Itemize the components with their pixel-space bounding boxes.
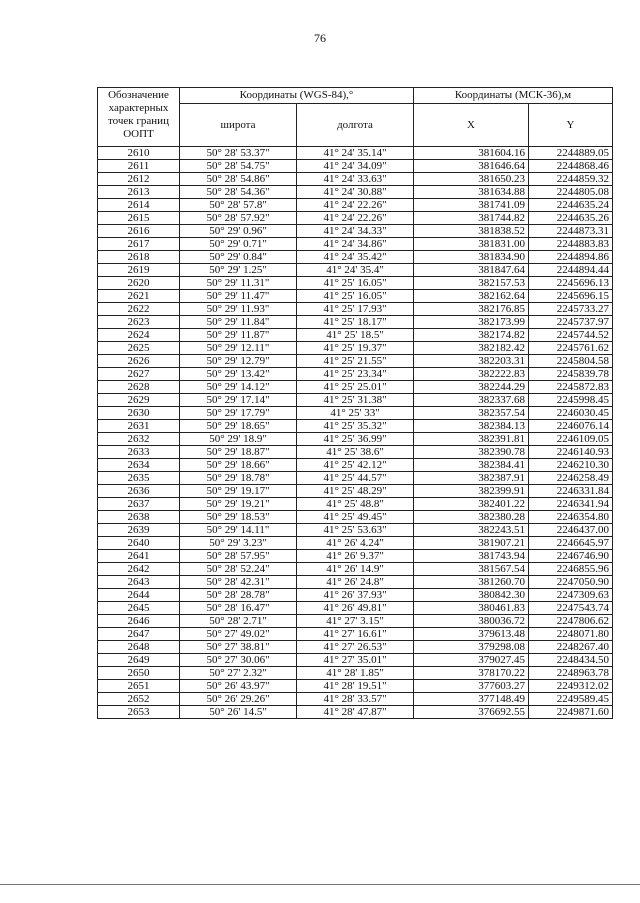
point-id-cell: 2620 bbox=[98, 277, 180, 290]
y-cell: 2245998.45 bbox=[529, 394, 613, 407]
y-cell: 2246140.93 bbox=[529, 446, 613, 459]
y-cell: 2246030.45 bbox=[529, 407, 613, 420]
page-number: 76 bbox=[314, 31, 326, 45]
latitude-cell: 50° 29' 17.79" bbox=[180, 407, 297, 420]
y-cell: 2245804.58 bbox=[529, 355, 613, 368]
y-cell: 2245733.27 bbox=[529, 303, 613, 316]
latitude-cell: 50° 29' 14.11" bbox=[180, 524, 297, 537]
y-cell: 2249589.45 bbox=[529, 693, 613, 706]
table-row bbox=[98, 433, 613, 446]
header-longitude: долгота bbox=[297, 104, 414, 147]
longitude-cell: 41° 25' 17.93" bbox=[297, 303, 414, 316]
latitude-cell: 50° 26' 43.97" bbox=[180, 680, 297, 693]
latitude-cell: 50° 29' 12.79" bbox=[180, 355, 297, 368]
header-wgs84: Координаты (WGS-84),° bbox=[180, 88, 414, 104]
y-cell: 2248434.50 bbox=[529, 654, 613, 667]
latitude-cell: 50° 28' 54.36" bbox=[180, 186, 297, 199]
header-y: Y bbox=[529, 104, 613, 147]
x-cell: 382384.41 bbox=[414, 459, 529, 472]
longitude-cell: 41° 27' 16.61" bbox=[297, 628, 414, 641]
latitude-cell: 50° 29' 12.11" bbox=[180, 342, 297, 355]
longitude-cell: 41° 25' 33" bbox=[297, 407, 414, 420]
point-id-cell: 2635 bbox=[98, 472, 180, 485]
longitude-cell: 41° 28' 19.51" bbox=[297, 680, 414, 693]
longitude-cell: 41° 28' 47.87" bbox=[297, 706, 414, 719]
longitude-cell: 41° 25' 36.99" bbox=[297, 433, 414, 446]
y-cell: 2247309.63 bbox=[529, 589, 613, 602]
table-row bbox=[98, 225, 613, 238]
point-id-cell: 2614 bbox=[98, 199, 180, 212]
table-row bbox=[98, 654, 613, 667]
y-cell: 2245696.15 bbox=[529, 290, 613, 303]
table-row bbox=[98, 589, 613, 602]
latitude-cell: 50° 29' 19.21" bbox=[180, 498, 297, 511]
longitude-cell: 41° 26' 9.37" bbox=[297, 550, 414, 563]
table-row bbox=[98, 160, 613, 173]
table-row bbox=[98, 199, 613, 212]
point-id-cell: 2611 bbox=[98, 160, 180, 173]
y-cell: 2246341.94 bbox=[529, 498, 613, 511]
y-cell: 2245872.83 bbox=[529, 381, 613, 394]
header-latitude: широта bbox=[180, 104, 297, 147]
x-cell: 382203.31 bbox=[414, 355, 529, 368]
point-id-cell: 2637 bbox=[98, 498, 180, 511]
longitude-cell: 41° 25' 21.55" bbox=[297, 355, 414, 368]
x-cell: 382174.82 bbox=[414, 329, 529, 342]
y-cell: 2246076.14 bbox=[529, 420, 613, 433]
table-row bbox=[98, 602, 613, 615]
point-id-cell: 2610 bbox=[98, 147, 180, 160]
y-cell: 2244883.83 bbox=[529, 238, 613, 251]
point-id-cell: 2642 bbox=[98, 563, 180, 576]
table-row bbox=[98, 329, 613, 342]
latitude-cell: 50° 27' 2.32" bbox=[180, 667, 297, 680]
x-cell: 377148.49 bbox=[414, 693, 529, 706]
y-cell: 2247543.74 bbox=[529, 602, 613, 615]
point-id-cell: 2647 bbox=[98, 628, 180, 641]
table-row bbox=[98, 251, 613, 264]
x-cell: 382387.91 bbox=[414, 472, 529, 485]
longitude-cell: 41° 25' 18.5" bbox=[297, 329, 414, 342]
x-cell: 382401.22 bbox=[414, 498, 529, 511]
point-id-cell: 2630 bbox=[98, 407, 180, 420]
table-row bbox=[98, 147, 613, 160]
x-cell: 380842.30 bbox=[414, 589, 529, 602]
point-id-cell: 2634 bbox=[98, 459, 180, 472]
y-cell: 2246645.97 bbox=[529, 537, 613, 550]
point-id-cell: 2621 bbox=[98, 290, 180, 303]
latitude-cell: 50° 28' 28.78" bbox=[180, 589, 297, 602]
table-row bbox=[98, 186, 613, 199]
table-row bbox=[98, 641, 613, 654]
y-cell: 2244805.08 bbox=[529, 186, 613, 199]
latitude-cell: 50° 29' 17.14" bbox=[180, 394, 297, 407]
longitude-cell: 41° 24' 33.63" bbox=[297, 173, 414, 186]
longitude-cell: 41° 25' 48.29" bbox=[297, 485, 414, 498]
longitude-cell: 41° 25' 44.57" bbox=[297, 472, 414, 485]
table-row bbox=[98, 355, 613, 368]
table-row bbox=[98, 680, 613, 693]
latitude-cell: 50° 26' 14.5" bbox=[180, 706, 297, 719]
x-cell: 381838.52 bbox=[414, 225, 529, 238]
x-cell: 381907.21 bbox=[414, 537, 529, 550]
latitude-cell: 50° 26' 29.26" bbox=[180, 693, 297, 706]
table-row bbox=[98, 667, 613, 680]
x-cell: 381744.82 bbox=[414, 212, 529, 225]
x-cell: 381604.16 bbox=[414, 147, 529, 160]
point-id-cell: 2625 bbox=[98, 342, 180, 355]
bottom-rule bbox=[0, 884, 640, 885]
x-cell: 381650.23 bbox=[414, 173, 529, 186]
header-point-designation: Обозначение характерных точек границ ООПТ bbox=[98, 88, 180, 147]
x-cell: 382391.81 bbox=[414, 433, 529, 446]
table-row bbox=[98, 563, 613, 576]
longitude-cell: 41° 25' 16.05" bbox=[297, 290, 414, 303]
longitude-cell: 41° 26' 37.93" bbox=[297, 589, 414, 602]
point-id-cell: 2650 bbox=[98, 667, 180, 680]
point-id-cell: 2622 bbox=[98, 303, 180, 316]
longitude-cell: 41° 25' 49.45" bbox=[297, 511, 414, 524]
table-row bbox=[98, 615, 613, 628]
latitude-cell: 50° 28' 42.31" bbox=[180, 576, 297, 589]
table-row bbox=[98, 277, 613, 290]
x-cell: 377603.27 bbox=[414, 680, 529, 693]
x-cell: 382244.29 bbox=[414, 381, 529, 394]
y-cell: 2246258.49 bbox=[529, 472, 613, 485]
longitude-cell: 41° 25' 38.6" bbox=[297, 446, 414, 459]
longitude-cell: 41° 27' 3.15" bbox=[297, 615, 414, 628]
y-cell: 2248267.40 bbox=[529, 641, 613, 654]
header-x: X bbox=[414, 104, 529, 147]
x-cell: 380036.72 bbox=[414, 615, 529, 628]
x-cell: 381260.70 bbox=[414, 576, 529, 589]
y-cell: 2245696.13 bbox=[529, 277, 613, 290]
x-cell: 382337.68 bbox=[414, 394, 529, 407]
table-row bbox=[98, 524, 613, 537]
x-cell: 382357.54 bbox=[414, 407, 529, 420]
latitude-cell: 50° 29' 18.87" bbox=[180, 446, 297, 459]
latitude-cell: 50° 27' 38.81" bbox=[180, 641, 297, 654]
point-id-cell: 2646 bbox=[98, 615, 180, 628]
table-row bbox=[98, 537, 613, 550]
longitude-cell: 41° 24' 35.42" bbox=[297, 251, 414, 264]
table-row bbox=[98, 472, 613, 485]
point-id-cell: 2613 bbox=[98, 186, 180, 199]
x-cell: 382173.99 bbox=[414, 316, 529, 329]
latitude-cell: 50° 29' 18.9" bbox=[180, 433, 297, 446]
y-cell: 2245761.62 bbox=[529, 342, 613, 355]
y-cell: 2248963.78 bbox=[529, 667, 613, 680]
table-row bbox=[98, 238, 613, 251]
table-row bbox=[98, 576, 613, 589]
longitude-cell: 41° 25' 16.05" bbox=[297, 277, 414, 290]
point-id-cell: 2648 bbox=[98, 641, 180, 654]
y-cell: 2244859.32 bbox=[529, 173, 613, 186]
point-id-cell: 2627 bbox=[98, 368, 180, 381]
y-cell: 2246855.96 bbox=[529, 563, 613, 576]
latitude-cell: 50° 29' 13.42" bbox=[180, 368, 297, 381]
table-row bbox=[98, 264, 613, 277]
point-id-cell: 2653 bbox=[98, 706, 180, 719]
table-row bbox=[98, 290, 613, 303]
latitude-cell: 50° 28' 2.71" bbox=[180, 615, 297, 628]
point-id-cell: 2616 bbox=[98, 225, 180, 238]
y-cell: 2247806.62 bbox=[529, 615, 613, 628]
latitude-cell: 50° 29' 11.31" bbox=[180, 277, 297, 290]
table-row bbox=[98, 342, 613, 355]
point-id-cell: 2629 bbox=[98, 394, 180, 407]
x-cell: 382162.64 bbox=[414, 290, 529, 303]
point-id-cell: 2624 bbox=[98, 329, 180, 342]
longitude-cell: 41° 25' 18.17" bbox=[297, 316, 414, 329]
longitude-cell: 41° 24' 34.09" bbox=[297, 160, 414, 173]
x-cell: 379613.48 bbox=[414, 628, 529, 641]
latitude-cell: 50° 28' 57.8" bbox=[180, 199, 297, 212]
table-row bbox=[98, 212, 613, 225]
header-msk36: Координаты (МСК-36),м bbox=[414, 88, 613, 104]
x-cell: 380461.83 bbox=[414, 602, 529, 615]
longitude-cell: 41° 24' 35.14" bbox=[297, 147, 414, 160]
table-row bbox=[98, 459, 613, 472]
point-id-cell: 2643 bbox=[98, 576, 180, 589]
x-cell: 381847.64 bbox=[414, 264, 529, 277]
latitude-cell: 50° 29' 18.66" bbox=[180, 459, 297, 472]
point-id-cell: 2636 bbox=[98, 485, 180, 498]
x-cell: 381741.09 bbox=[414, 199, 529, 212]
point-id-cell: 2640 bbox=[98, 537, 180, 550]
latitude-cell: 50° 29' 18.53" bbox=[180, 511, 297, 524]
latitude-cell: 50° 27' 30.06" bbox=[180, 654, 297, 667]
point-id-cell: 2639 bbox=[98, 524, 180, 537]
latitude-cell: 50° 28' 54.86" bbox=[180, 173, 297, 186]
table-row bbox=[98, 511, 613, 524]
y-cell: 2249871.60 bbox=[529, 706, 613, 719]
x-cell: 378170.22 bbox=[414, 667, 529, 680]
latitude-cell: 50° 29' 0.96" bbox=[180, 225, 297, 238]
longitude-cell: 41° 25' 42.12" bbox=[297, 459, 414, 472]
x-cell: 379027.45 bbox=[414, 654, 529, 667]
x-cell: 376692.55 bbox=[414, 706, 529, 719]
longitude-cell: 41° 24' 30.88" bbox=[297, 186, 414, 199]
x-cell: 381831.00 bbox=[414, 238, 529, 251]
point-id-cell: 2632 bbox=[98, 433, 180, 446]
table-row bbox=[98, 381, 613, 394]
y-cell: 2247050.90 bbox=[529, 576, 613, 589]
table-row bbox=[98, 316, 613, 329]
longitude-cell: 41° 25' 23.34" bbox=[297, 368, 414, 381]
y-cell: 2244894.86 bbox=[529, 251, 613, 264]
longitude-cell: 41° 26' 14.9" bbox=[297, 563, 414, 576]
y-cell: 2249312.02 bbox=[529, 680, 613, 693]
latitude-cell: 50° 28' 54.75" bbox=[180, 160, 297, 173]
latitude-cell: 50° 28' 57.92" bbox=[180, 212, 297, 225]
point-id-cell: 2618 bbox=[98, 251, 180, 264]
longitude-cell: 41° 26' 24.8" bbox=[297, 576, 414, 589]
longitude-cell: 41° 24' 35.4" bbox=[297, 264, 414, 277]
y-cell: 2248071.80 bbox=[529, 628, 613, 641]
x-cell: 382399.91 bbox=[414, 485, 529, 498]
table-row bbox=[98, 550, 613, 563]
longitude-cell: 41° 25' 48.8" bbox=[297, 498, 414, 511]
point-id-cell: 2633 bbox=[98, 446, 180, 459]
longitude-cell: 41° 28' 1.85" bbox=[297, 667, 414, 680]
table-row bbox=[98, 368, 613, 381]
latitude-cell: 50° 29' 18.78" bbox=[180, 472, 297, 485]
table-row bbox=[98, 394, 613, 407]
y-cell: 2245744.52 bbox=[529, 329, 613, 342]
table-row bbox=[98, 420, 613, 433]
longitude-cell: 41° 25' 31.38" bbox=[297, 394, 414, 407]
y-cell: 2246354.80 bbox=[529, 511, 613, 524]
longitude-cell: 41° 25' 25.01" bbox=[297, 381, 414, 394]
x-cell: 382243.51 bbox=[414, 524, 529, 537]
longitude-cell: 41° 27' 26.53" bbox=[297, 641, 414, 654]
longitude-cell: 41° 24' 22.26" bbox=[297, 199, 414, 212]
x-cell: 382390.78 bbox=[414, 446, 529, 459]
y-cell: 2244889.05 bbox=[529, 147, 613, 160]
latitude-cell: 50° 28' 53.37" bbox=[180, 147, 297, 160]
point-id-cell: 2638 bbox=[98, 511, 180, 524]
latitude-cell: 50° 29' 0.84" bbox=[180, 251, 297, 264]
point-id-cell: 2645 bbox=[98, 602, 180, 615]
longitude-cell: 41° 24' 22.26" bbox=[297, 212, 414, 225]
longitude-cell: 41° 27' 35.01" bbox=[297, 654, 414, 667]
y-cell: 2246331.84 bbox=[529, 485, 613, 498]
point-id-cell: 2617 bbox=[98, 238, 180, 251]
point-id-cell: 2615 bbox=[98, 212, 180, 225]
x-cell: 382157.53 bbox=[414, 277, 529, 290]
point-id-cell: 2631 bbox=[98, 420, 180, 433]
x-cell: 379298.08 bbox=[414, 641, 529, 654]
point-id-cell: 2649 bbox=[98, 654, 180, 667]
y-cell: 2246210.30 bbox=[529, 459, 613, 472]
longitude-cell: 41° 24' 34.33" bbox=[297, 225, 414, 238]
table-row bbox=[98, 173, 613, 186]
y-cell: 2244635.26 bbox=[529, 212, 613, 225]
y-cell: 2246437.00 bbox=[529, 524, 613, 537]
latitude-cell: 50° 29' 11.87" bbox=[180, 329, 297, 342]
table-row bbox=[98, 706, 613, 719]
latitude-cell: 50° 29' 19.17" bbox=[180, 485, 297, 498]
longitude-cell: 41° 25' 53.63" bbox=[297, 524, 414, 537]
longitude-cell: 41° 25' 19.37" bbox=[297, 342, 414, 355]
longitude-cell: 41° 26' 49.81" bbox=[297, 602, 414, 615]
y-cell: 2246746.90 bbox=[529, 550, 613, 563]
table-row bbox=[98, 303, 613, 316]
point-id-cell: 2612 bbox=[98, 173, 180, 186]
latitude-cell: 50° 29' 1.25" bbox=[180, 264, 297, 277]
longitude-cell: 41° 25' 35.32" bbox=[297, 420, 414, 433]
y-cell: 2246109.05 bbox=[529, 433, 613, 446]
table-row bbox=[98, 498, 613, 511]
table-body bbox=[98, 147, 613, 719]
y-cell: 2244635.24 bbox=[529, 199, 613, 212]
x-cell: 382384.13 bbox=[414, 420, 529, 433]
x-cell: 381634.88 bbox=[414, 186, 529, 199]
latitude-cell: 50° 29' 18.65" bbox=[180, 420, 297, 433]
latitude-cell: 50° 29' 11.93" bbox=[180, 303, 297, 316]
y-cell: 2244894.44 bbox=[529, 264, 613, 277]
x-cell: 382380.28 bbox=[414, 511, 529, 524]
latitude-cell: 50° 29' 0.71" bbox=[180, 238, 297, 251]
x-cell: 381646.64 bbox=[414, 160, 529, 173]
point-id-cell: 2628 bbox=[98, 381, 180, 394]
table-row bbox=[98, 693, 613, 706]
x-cell: 381567.54 bbox=[414, 563, 529, 576]
latitude-cell: 50° 28' 57.95" bbox=[180, 550, 297, 563]
point-id-cell: 2626 bbox=[98, 355, 180, 368]
longitude-cell: 41° 28' 33.57" bbox=[297, 693, 414, 706]
longitude-cell: 41° 26' 4.24" bbox=[297, 537, 414, 550]
y-cell: 2244868.46 bbox=[529, 160, 613, 173]
point-id-cell: 2644 bbox=[98, 589, 180, 602]
point-id-cell: 2619 bbox=[98, 264, 180, 277]
latitude-cell: 50° 29' 11.47" bbox=[180, 290, 297, 303]
latitude-cell: 50° 29' 14.12" bbox=[180, 381, 297, 394]
latitude-cell: 50° 29' 3.23" bbox=[180, 537, 297, 550]
x-cell: 381834.90 bbox=[414, 251, 529, 264]
longitude-cell: 41° 24' 34.86" bbox=[297, 238, 414, 251]
x-cell: 381743.94 bbox=[414, 550, 529, 563]
x-cell: 382222.83 bbox=[414, 368, 529, 381]
x-cell: 382182.42 bbox=[414, 342, 529, 355]
latitude-cell: 50° 27' 49.02" bbox=[180, 628, 297, 641]
point-id-cell: 2652 bbox=[98, 693, 180, 706]
y-cell: 2245737.97 bbox=[529, 316, 613, 329]
y-cell: 2244873.31 bbox=[529, 225, 613, 238]
point-id-cell: 2623 bbox=[98, 316, 180, 329]
coordinates-table bbox=[97, 87, 613, 719]
table-row bbox=[98, 628, 613, 641]
point-id-cell: 2641 bbox=[98, 550, 180, 563]
latitude-cell: 50° 28' 52.24" bbox=[180, 563, 297, 576]
latitude-cell: 50° 28' 16.47" bbox=[180, 602, 297, 615]
latitude-cell: 50° 29' 11.84" bbox=[180, 316, 297, 329]
table-row bbox=[98, 407, 613, 420]
table-row bbox=[98, 485, 613, 498]
table-row bbox=[98, 446, 613, 459]
x-cell: 382176.85 bbox=[414, 303, 529, 316]
y-cell: 2245839.78 bbox=[529, 368, 613, 381]
point-id-cell: 2651 bbox=[98, 680, 180, 693]
